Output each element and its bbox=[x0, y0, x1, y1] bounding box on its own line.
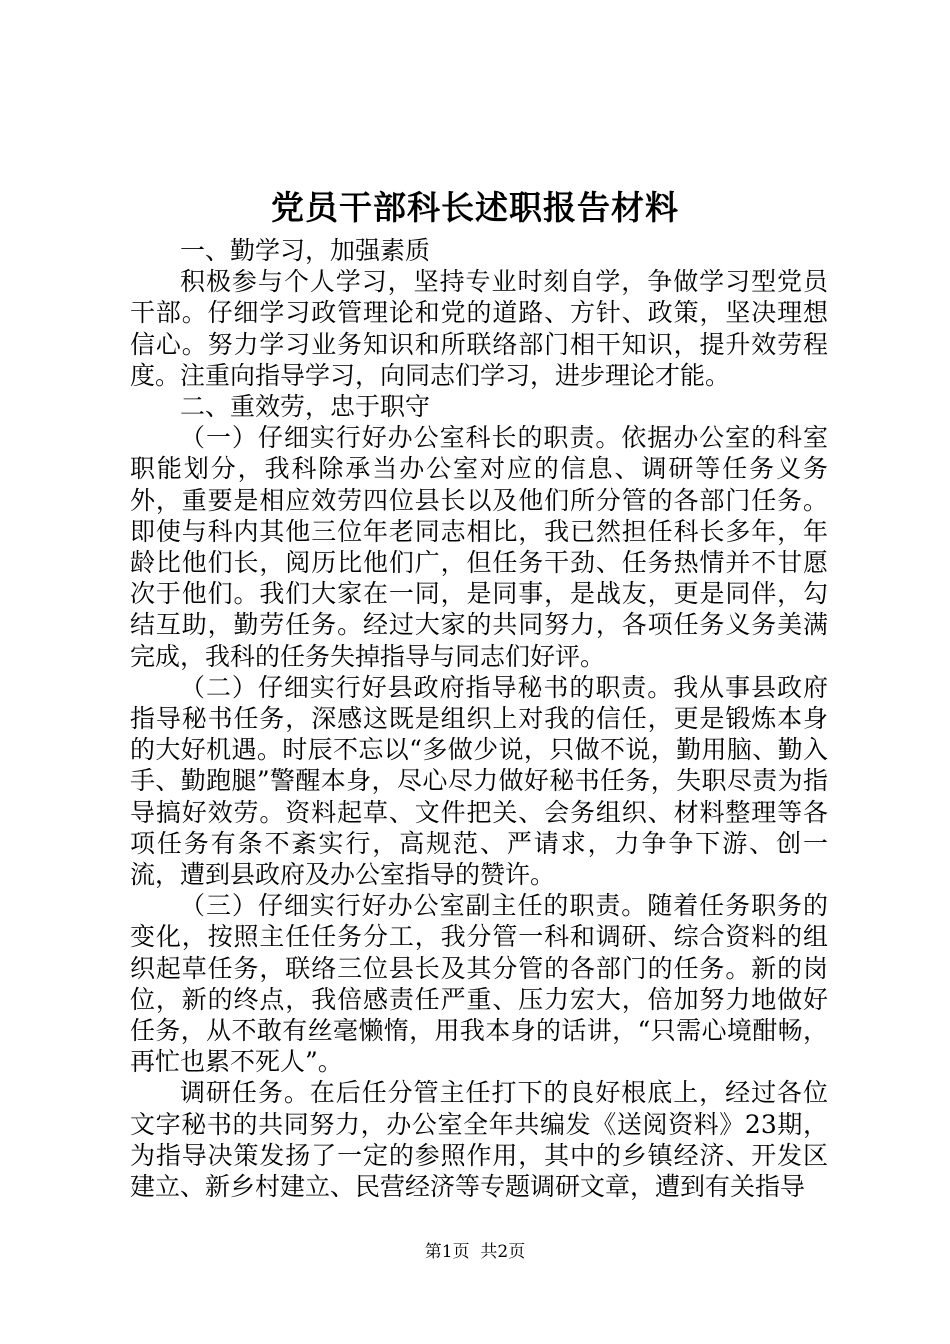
paragraph: 积极参与个人学习，坚持专业时刻自学，争做学习型党员干部。仔细学习政管理论和党的道路、方针、政策，坚决理想信心。努力学习业务知识和所联络部门相干知识，提升效劳程度。注重向指导学习，向同志们学习，进步理论才能。 bbox=[130, 267, 828, 390]
page-footer bbox=[0, 1240, 950, 1264]
page-total: 共2页 bbox=[480, 1242, 526, 1262]
paragraph: （一）仔细实行好办公室科长的职责。依据办公室的科室职能划分，我科除承当办公室对应的信息、调研等任务义务外，重要是相应效劳四位县长以及他们所分管的各部门任务。即使与科内其他三位年老同志相比，我已然担任科长多年，年龄比他们长，阅历比他们广，但任务干劲、任务热情并不甘愿次于他们。我们大家在一同，是同事，是战友，更是同伴，勾结互助，勤劳任务。经过大家的共同努力，各项任务义务美满完成，我科的任务失掉指导与同志们好评。 bbox=[130, 423, 828, 671]
paragraph: （二）仔细实行好县政府指导秘书的职责。我从事县政府指导秘书任务，深感这既是组织上对我的信任，更是锻炼本身的大好机遇。时辰不忘以“多做少说，只做不说，勤用脑、勤入手、勤跑腿”警醒本身，尽心尽力做好秘书任务，失职尽责为指导搞好效劳。资料起草、文件把关、会务组织、材料整理等各项任务有条不紊实行，高规范、严请求，力争争下游、创一流，遭到县政府及办公室指导的赞许。 bbox=[130, 672, 828, 890]
document-title: 党员干部科长述职报告材料 bbox=[271, 188, 679, 227]
paragraph: （三）仔细实行好办公室副主任的职责。随着任务职务的变化，按照主任任务分工，我分管一科和调研、综合资料的组织起草任务，联络三位县长及其分管的各部门的任务。新的岗位，新的终点，我倍感责任严重、压力宏大，倍加努力地做好任务，从不敢有丝毫懒惰，用我本身的话讲，“只需心境酣畅，再忙也累不死人”。 bbox=[130, 891, 828, 1077]
section-heading-2: 二、重效劳，忠于职守 bbox=[180, 392, 431, 422]
page-number: 第1页 bbox=[424, 1242, 470, 1262]
paragraph: 调研任务。在后任分管主任打下的良好根底上，经过各位文字秘书的共同努力，办公室全年共编发《送阅资料》23期，为指导决策发扬了一定的参照作用，其中的乡镇经济、开发区建立、新乡村建立、民营经济等专题调研文章，遭到有关指导 bbox=[130, 1078, 828, 1202]
document-body bbox=[130, 235, 828, 1202]
section-heading-1: 一、勤学习，加强素质 bbox=[180, 236, 431, 265]
